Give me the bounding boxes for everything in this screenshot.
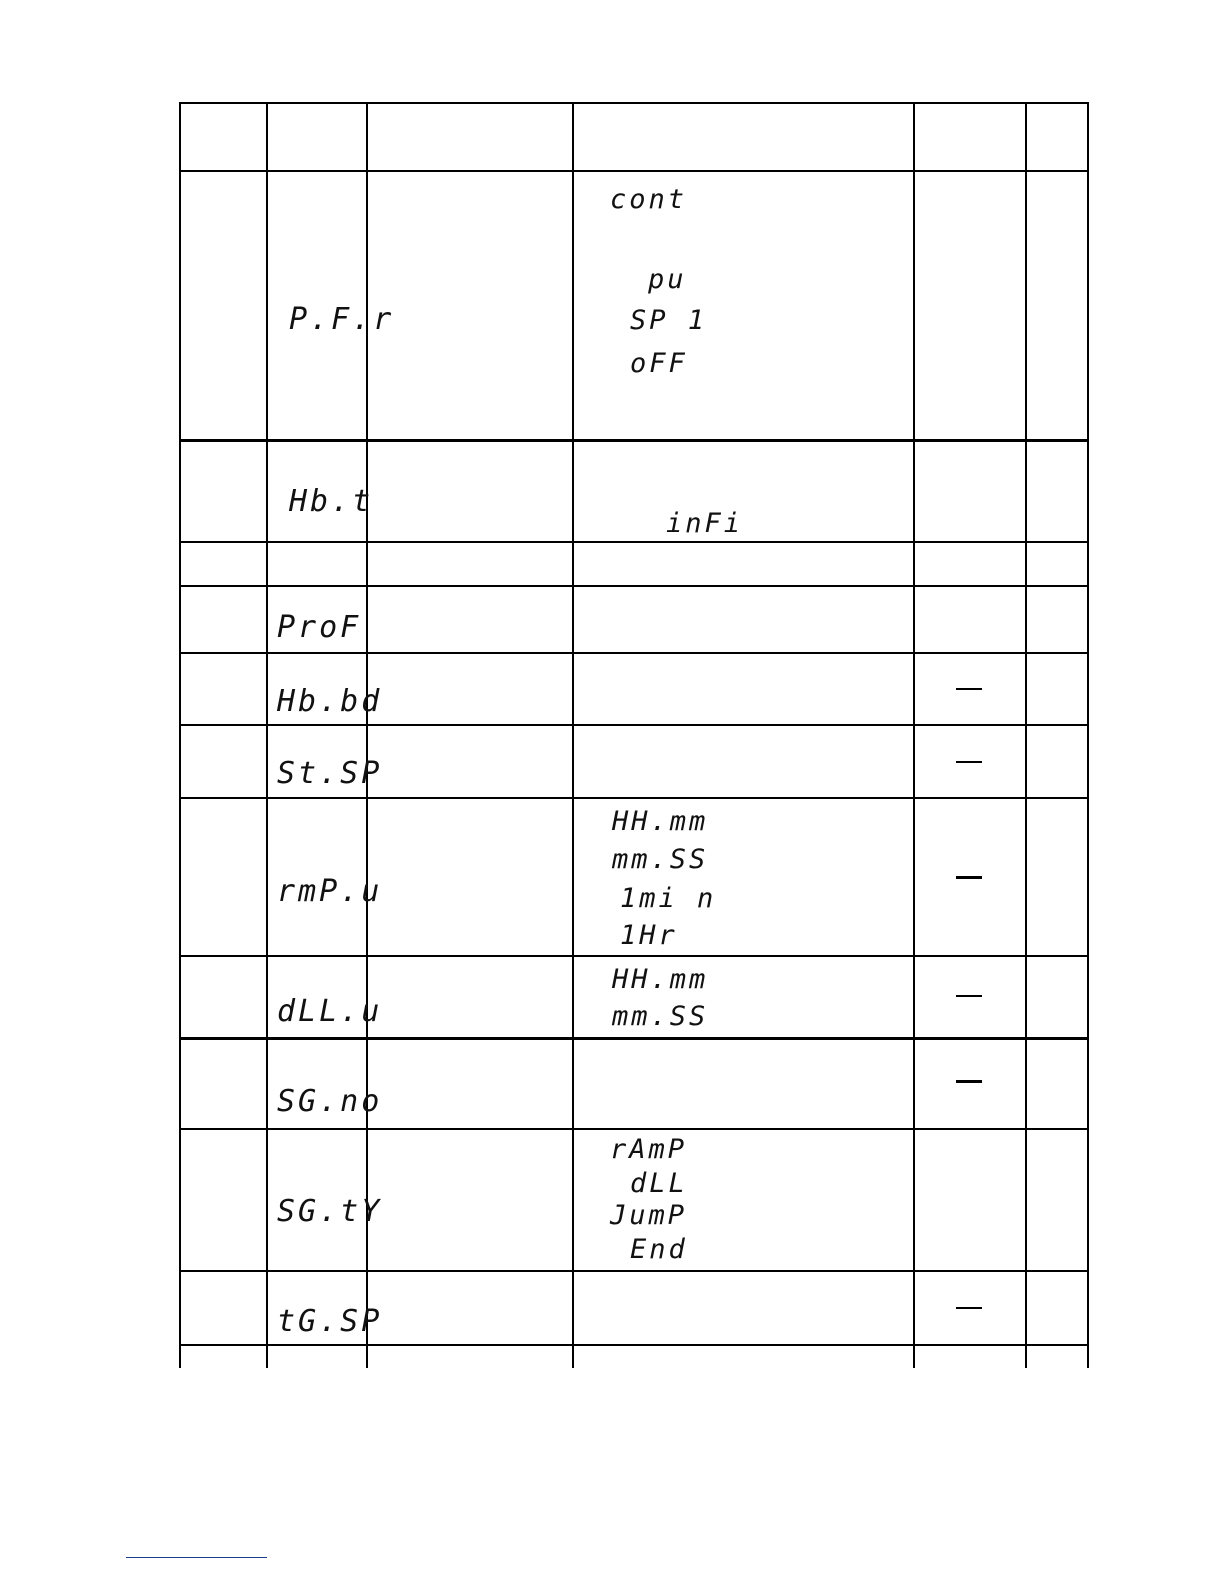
column-divider-4: [913, 102, 915, 1368]
table-border-top: [179, 102, 1089, 104]
parameter-option: SP 1: [630, 305, 708, 336]
column-divider-5: [1025, 102, 1027, 1368]
parameter-code: Hb.t: [289, 484, 374, 519]
row-divider: [179, 585, 1089, 587]
column-divider-1: [266, 102, 268, 1368]
parameter-code: Hb.bd: [277, 684, 383, 719]
parameter-option: End: [630, 1234, 688, 1265]
parameter-code: ProF: [277, 610, 362, 645]
parameter-option: oFF: [630, 348, 688, 379]
parameter-code: St.SP: [277, 756, 383, 791]
row-divider: [179, 1037, 1089, 1040]
dash-mark: [956, 1080, 982, 1083]
parameter-code: dLL.u: [277, 994, 383, 1029]
column-divider-2: [366, 102, 368, 1368]
row-divider: [179, 1344, 1089, 1346]
row-divider: [179, 1128, 1089, 1130]
dash-mark: [956, 761, 982, 763]
parameter-code: SG.no: [277, 1084, 383, 1119]
row-divider: [179, 652, 1089, 654]
footnote-separator: [126, 1557, 267, 1558]
column-divider-3: [572, 102, 574, 1368]
row-divider: [179, 797, 1089, 799]
row-divider: [179, 724, 1089, 726]
parameter-option: dLL: [630, 1168, 688, 1199]
parameter-option: 1mi n: [620, 883, 717, 914]
row-divider: [179, 439, 1089, 442]
header-row-divider: [179, 170, 1089, 172]
dash-mark: [956, 688, 982, 690]
parameter-option: rAmP: [610, 1134, 688, 1165]
parameter-option: HH.mm: [612, 806, 709, 837]
dash-mark: [956, 876, 982, 879]
parameter-option: pu: [648, 264, 687, 295]
row-divider: [179, 541, 1089, 543]
parameter-code: tG.SP: [277, 1304, 383, 1339]
parameter-option: cont: [610, 184, 688, 215]
dash-mark: [956, 995, 982, 997]
table-border-right: [1087, 102, 1089, 1368]
parameter-code: rmP.u: [277, 874, 383, 909]
parameter-option: HH.mm: [612, 964, 709, 995]
parameter-option: inFi: [666, 508, 744, 539]
row-divider: [179, 1270, 1089, 1272]
parameter-option: mm.SS: [612, 844, 709, 875]
parameter-option: 1Hr: [620, 920, 678, 951]
parameter-code: SG.tY: [277, 1194, 383, 1229]
dash-mark: [956, 1307, 982, 1309]
parameter-code: P.F.r: [289, 302, 395, 337]
row-divider: [179, 955, 1089, 957]
table-border-left: [179, 102, 181, 1368]
parameter-option: JumP: [610, 1200, 688, 1231]
parameter-option: mm.SS: [612, 1001, 709, 1032]
